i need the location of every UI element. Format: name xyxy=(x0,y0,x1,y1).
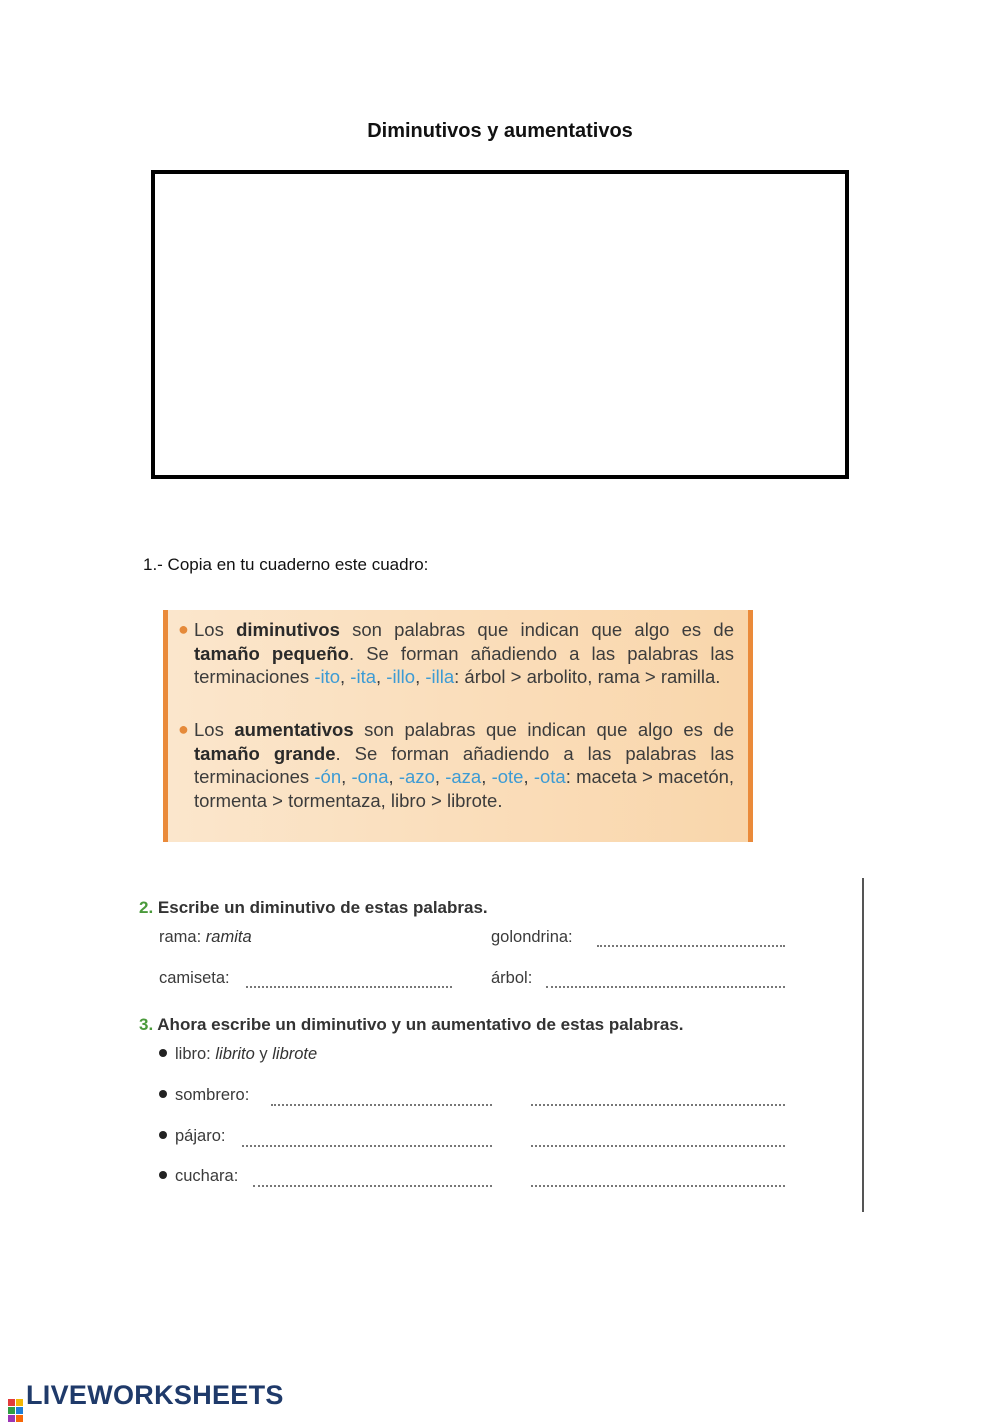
ex2-item-golondrina-label: golondrina: xyxy=(491,928,573,946)
ending: -illo xyxy=(386,666,416,688)
bullet-icon xyxy=(159,1090,167,1098)
ending: -ota xyxy=(533,766,566,788)
answer-blank-cuchara-augmentative[interactable] xyxy=(531,1185,785,1187)
exercise-number: 2. xyxy=(139,898,154,917)
ending: -ita xyxy=(350,666,376,688)
theory-paragraph-aumentativos: ● Los aumentativos son palabras que indican que algo es de tamaño grande. Se forman añadiendo a las palabras las terminaciones -ón, -ona, -azo, -aza, -ote, -ota: maceta > macetón, tormenta > tormentaza, libro > librote. xyxy=(178,719,735,811)
ex2-item-rama: rama: ramita xyxy=(159,928,252,946)
answer-blank-golondrina[interactable] xyxy=(597,945,785,947)
ex2-item-arbol-label: árbol: xyxy=(491,969,533,987)
example-answer-augmentative: librote xyxy=(272,1045,318,1063)
exercise-3-title: 3. Ahora escribe un diminutivo y un aumentativo de estas palabras. xyxy=(139,1015,684,1034)
ending: -aza xyxy=(445,766,482,788)
answer-blank-sombrero-augmentative[interactable] xyxy=(531,1104,785,1106)
term-tamano-grande: tamaño grande xyxy=(194,742,336,764)
example-answer-diminutive: librito xyxy=(215,1045,255,1063)
example-answer: ramita xyxy=(205,928,252,946)
answer-blank-sombrero-diminutive[interactable] xyxy=(271,1104,492,1106)
bullet-icon xyxy=(159,1171,167,1179)
answer-blank-pajaro-diminutive[interactable] xyxy=(242,1145,492,1147)
term-aumentativos: aumentativos xyxy=(234,719,354,740)
theory-box xyxy=(163,610,753,842)
answer-blank-arbol[interactable] xyxy=(546,986,785,988)
ending: -ote xyxy=(491,766,524,788)
theory-paragraph-diminutivos: ● Los diminutivos son palabras que indican que algo es de tamaño pequeño. Se forman añadiendo a las palabras las terminaciones -ito, -ita, -illo, -illa: árbol > arbolito, rama > ramilla. xyxy=(178,619,734,688)
ending: -azo xyxy=(398,766,435,788)
exercise-2-title: 2. Escribe un diminutivo de estas palabras. xyxy=(139,898,488,917)
logo-mark-icon xyxy=(8,1399,23,1422)
answer-blank-pajaro-augmentative[interactable] xyxy=(531,1145,785,1147)
ex3-item-cuchara-label: cuchara: xyxy=(159,1167,238,1186)
bullet-icon: ● xyxy=(178,619,189,639)
answer-blank-camiseta[interactable] xyxy=(246,986,452,988)
ex2-item-camiseta-label: camiseta: xyxy=(159,969,230,987)
liveworksheets-logo: LIVEWORKSHEETS xyxy=(8,1380,284,1422)
ending: -ón xyxy=(314,766,342,788)
ending: -ito xyxy=(314,666,341,688)
exercise-1-instruction: 1.- Copia en tu cuaderno este cuadro: xyxy=(143,555,429,574)
ex3-item-sombrero-label: sombrero: xyxy=(159,1086,249,1105)
bullet-icon xyxy=(159,1049,167,1057)
page-title: Diminutivos y aumentativos xyxy=(367,120,633,142)
term-diminutivos: diminutivos xyxy=(236,619,340,640)
ending: -ona xyxy=(351,766,389,788)
bullet-icon: ● xyxy=(178,719,189,739)
term-tamano-pequeno: tamaño pequeño xyxy=(194,642,349,664)
ending: -illa xyxy=(425,666,455,688)
exercise-number: 3. xyxy=(139,1015,154,1034)
drawing-box[interactable] xyxy=(151,170,849,479)
margin-divider xyxy=(862,878,864,1212)
ex3-item-pajaro-label: pájaro: xyxy=(159,1127,225,1146)
ex3-example-libro: libro: librito y librote xyxy=(159,1045,317,1064)
bullet-icon xyxy=(159,1131,167,1139)
answer-blank-cuchara-diminutive[interactable] xyxy=(253,1185,492,1187)
